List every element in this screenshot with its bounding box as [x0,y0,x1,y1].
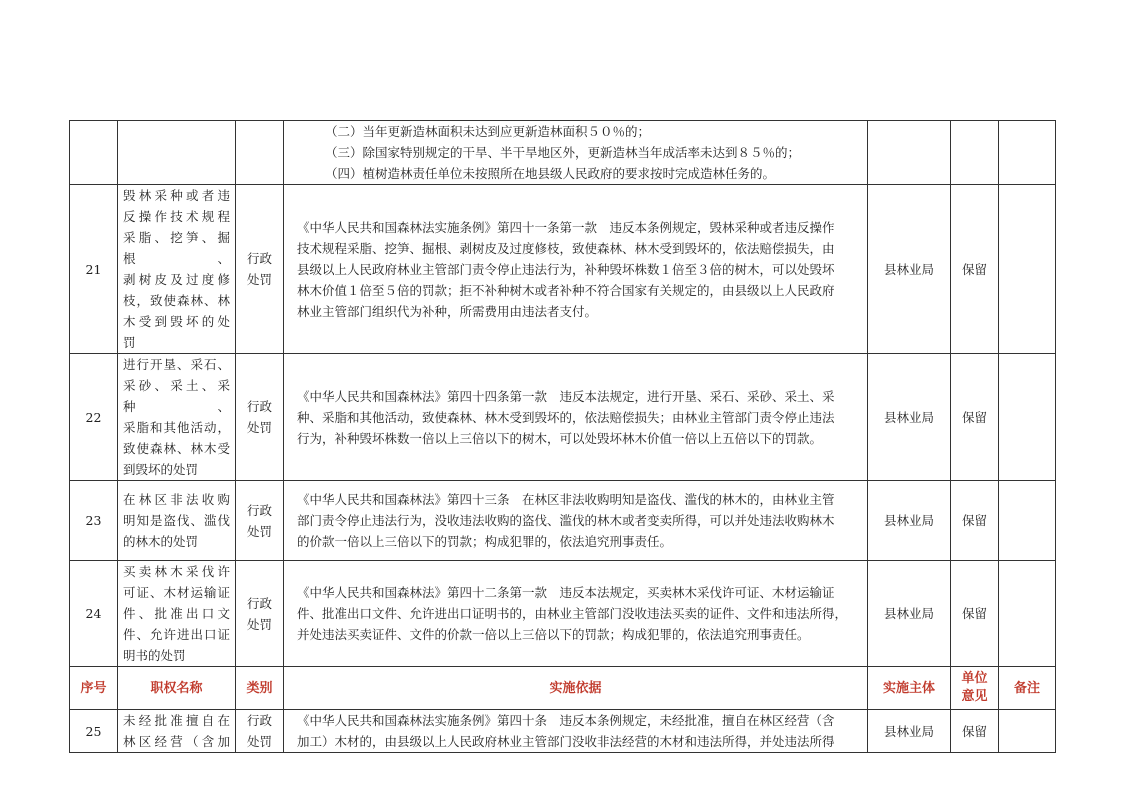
row-number: 21 [70,185,118,354]
name-line: 林区经营（含加 [123,734,230,749]
cell-subject [868,121,951,185]
cell-opinion [951,121,999,185]
legal-basis [284,354,868,481]
table-row [70,354,1056,481]
power-name [118,481,236,561]
basis-line: 《中华人民共和国森林法》第四十三条 在林区非法收购明知是盗伐、滥伐的林木的，由林业主管 [297,492,835,507]
implementing-subject: 县林业局 [868,185,951,354]
category-line: 行政 [246,713,272,728]
basis-line: 件、批准出口文件、允许进出口证明书的，由林业主管部门没收违法买卖的证件、文件和违法所得， [297,606,848,621]
header-opinion-line: 意见 [961,689,988,704]
legal-basis [284,481,868,561]
row-number: 22 [70,354,118,481]
name-line: 采脂、挖笋、掘根、 [123,230,230,266]
power-name [118,561,236,667]
category-line: 行政 [246,502,272,518]
power-list-table [69,120,1056,753]
basis-line: 行为，补种毁坏株数一倍以上三倍以下的树木，可以处毁坏林木价值一倍以上五倍以下的罚款。 [297,430,823,446]
basis-line: 技术规程采脂、挖笋、掘根、剥树皮及过度修枝，致使森林、林木受到毁坏的，依法赔偿损失，由 [297,240,835,256]
name-line: 进行开垦、采石、 [123,357,230,372]
basis-line: 部门责令停止违法行为，没收违法收购的盗伐、滥伐的林木或者变卖所得，可以并处违法收购林木 [297,513,835,528]
header-name: 职权名称 [118,667,236,710]
basis-line: 种、采脂和其他活动，致使森林、林木受到毁坏的，依法赔偿损失；由林业主管部门责令停止违法 [297,409,835,425]
table-row [70,561,1056,667]
legal-basis [284,561,868,667]
basis-line: 县级以上人民政府林业主管部门责令停止违法行为，补种毁坏株数１倍至３倍的树木，可以处毁坏 [297,261,835,277]
category-line: 行政 [246,251,272,266]
unit-opinion: 保留 [951,710,999,753]
category-line: 处罚 [246,734,272,749]
name-line: 件、批准出口文 [123,606,230,621]
legal-basis [284,185,868,354]
note [999,710,1056,753]
category [236,710,284,753]
name-line: 木受到毁坏的处 [123,314,230,329]
cell-basis [284,121,868,185]
row-number: 23 [70,481,118,561]
header-note: 备注 [999,667,1056,710]
unit-opinion: 保留 [951,354,999,481]
note [999,354,1056,481]
table-header-row [70,667,1056,710]
unit-opinion: 保留 [951,561,999,667]
implementing-subject: 县林业局 [868,710,951,753]
row-number: 24 [70,561,118,667]
category [236,354,284,481]
basis-line: 林木价值１倍至５倍的罚款；拒不补种树木或者补种不符合国家有关规定的，由县级以上人民政府 [297,282,835,298]
name-line: 采脂和其他活动， [123,420,230,435]
power-name [118,710,236,753]
category-line: 处罚 [246,616,272,632]
note [999,185,1056,354]
unit-opinion: 保留 [951,185,999,354]
header-opinion-line: 单位 [961,671,988,686]
unit-opinion: 保留 [951,481,999,561]
category-line: 处罚 [246,523,272,539]
name-line: 采砂、采土、采种、 [123,378,230,414]
name-line: 罚 [123,335,136,350]
basis-line: 加工）木材的，由县级以上人民政府林业主管部门没收非法经营的木材和违法所得，并处违法所得 [297,734,835,749]
table-row [70,185,1056,354]
basis-line: （三）除国家特别规定的干旱、半干旱地区外，更新造林当年成活率未达到８５％的； [325,145,801,160]
header-no: 序号 [70,667,118,710]
name-line: 件、允许进出口证 [123,627,230,642]
category-line: 处罚 [246,272,272,287]
basis-line: 《中华人民共和国森林法实施条例》第四十条 违反本条例规定，未经批准，擅自在林区经营（含 [297,713,835,728]
category-line: 行政 [246,595,272,611]
table-row [70,481,1056,561]
category [236,561,284,667]
name-line: 致使森林、林木受 [123,441,230,456]
basis-line: 《中华人民共和国森林法》第四十四条第一款 违反本法规定，进行开垦、采石、采砂、采土、采 [297,388,835,404]
basis-line: （四）植树造林责任单位未按照所在地县级人民政府的要求按时完成造林任务的。 [325,166,776,181]
cell-no [70,121,118,185]
power-name [118,354,236,481]
basis-line: 并处违法买卖证件、文件的价款一倍以上三倍以下的罚款；构成犯罪的，依法追究刑事责任。 [297,627,810,642]
basis-line: （二）当年更新造林面积未达到应更新造林面积５０％的； [325,124,651,139]
name-line: 买卖林木采伐许 [123,564,230,579]
name-line: 未经批准擅自在 [123,713,230,728]
name-line: 毁林采种或者违 [123,188,230,203]
table-row-continuation [70,121,1056,185]
legal-basis [284,710,868,753]
category [236,481,284,561]
name-line: 的林木的处罚 [123,534,199,549]
cell-category [236,121,284,185]
name-line: 剥树皮及过度修 [123,272,230,287]
header-subject: 实施主体 [868,667,951,710]
basis-line: 《中华人民共和国森林法实施条例》第四十一条第一款 违反本条例规定，毁林采种或者违反操作 [297,219,835,235]
table-row [70,710,1056,753]
implementing-subject: 县林业局 [868,481,951,561]
name-line: 可证、木材运输证 [123,585,230,600]
cell-name [118,121,236,185]
name-line: 明知是盗伐、滥伐 [123,513,230,528]
note [999,561,1056,667]
name-line: 在林区非法收购 [123,492,230,507]
header-opinion [951,667,999,710]
name-line: 反操作技术规程 [123,209,230,224]
implementing-subject: 县林业局 [868,561,951,667]
basis-line: 《中华人民共和国森林法》第四十二条第一款 违反本法规定，买卖林木采伐许可证、木材运输证 [297,585,835,600]
row-number: 25 [70,710,118,753]
cell-note [999,121,1056,185]
power-name [118,185,236,354]
basis-line: 林业主管部门组织代为补种，所需费用由违法者支付。 [297,303,598,319]
name-line: 到毁坏的处罚 [123,462,199,477]
basis-line: 的价款一倍以上三倍以下的罚款；构成犯罪的，依法追究刑事责任。 [297,534,673,549]
header-category: 类别 [236,667,284,710]
note [999,481,1056,561]
category-line: 处罚 [246,420,272,435]
implementing-subject: 县林业局 [868,354,951,481]
category-line: 行政 [246,399,272,414]
header-basis: 实施依据 [284,667,868,710]
category [236,185,284,354]
name-line: 枝，致使森林、林 [123,293,230,308]
name-line: 明书的处罚 [123,648,186,663]
